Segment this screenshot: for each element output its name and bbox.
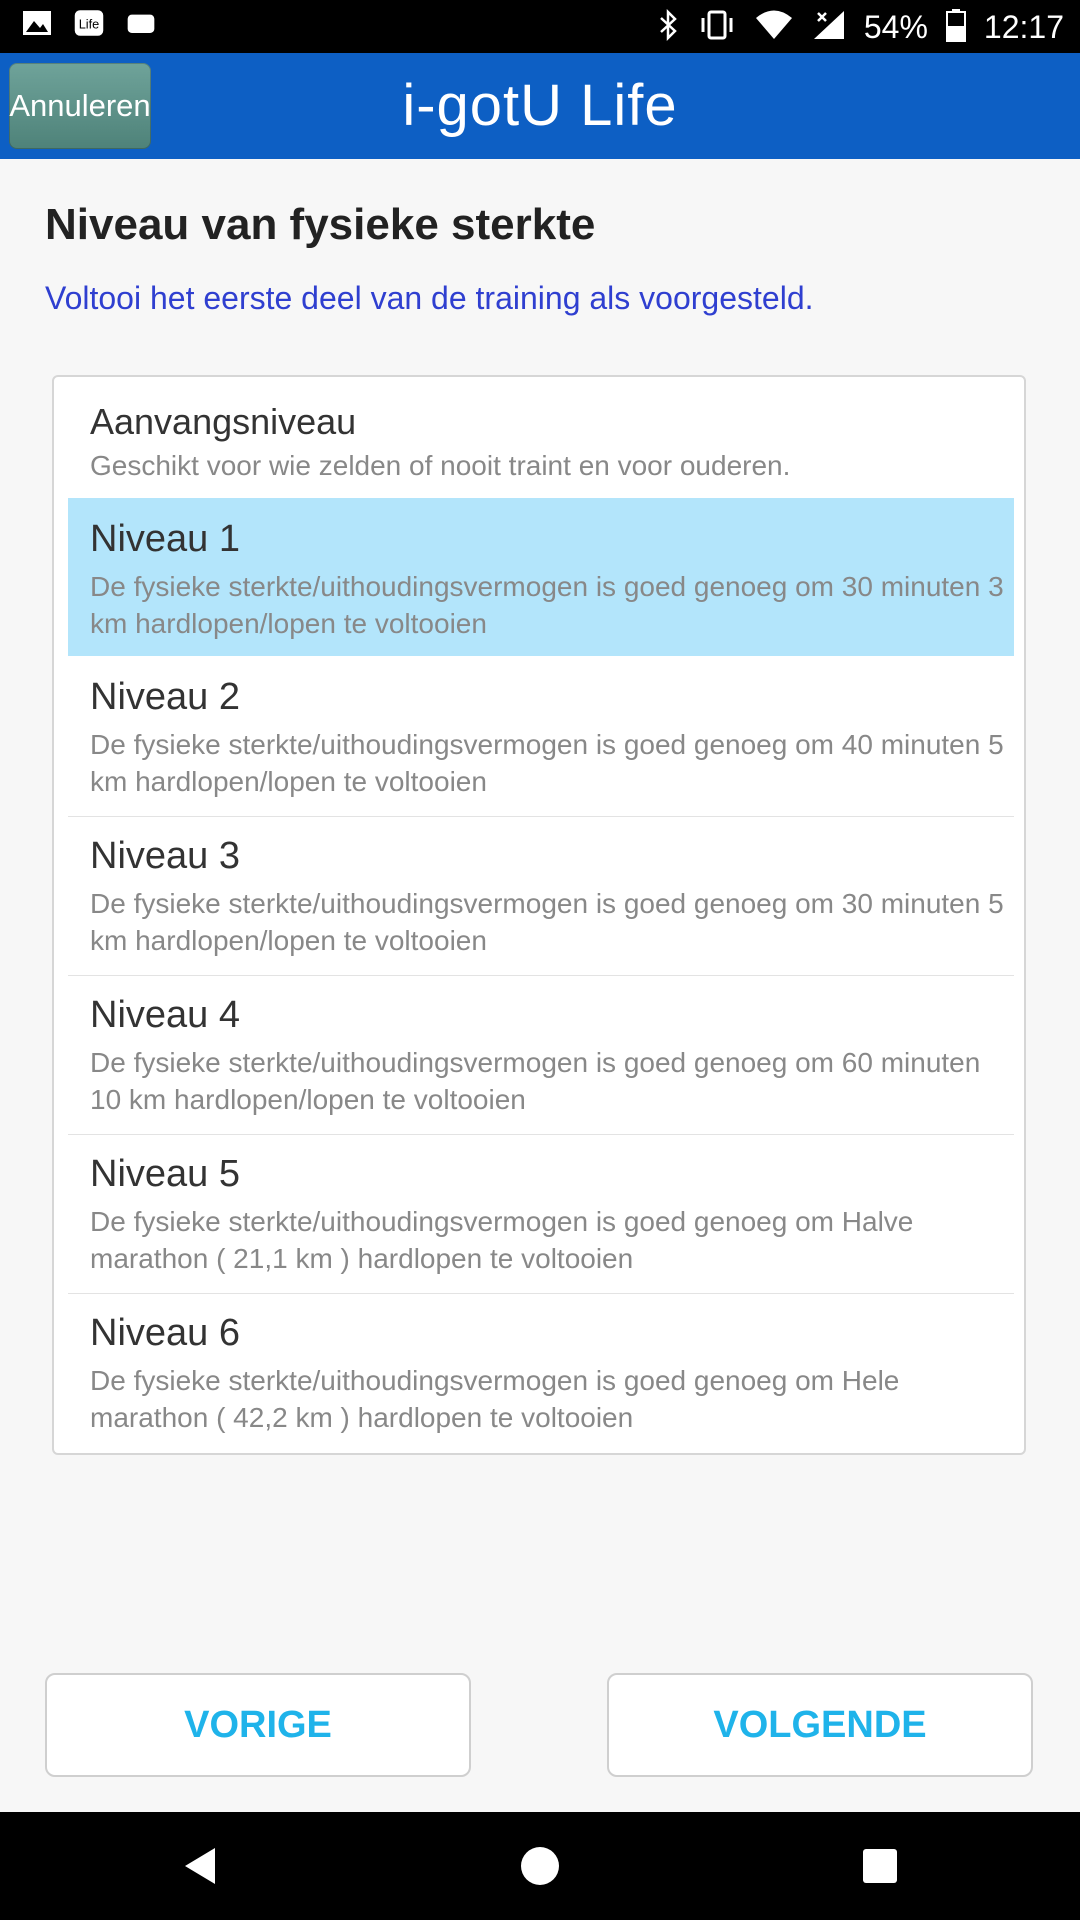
level-name: Niveau 2 <box>90 676 240 718</box>
cancel-button[interactable]: Annuleren <box>9 63 151 149</box>
level-item-2[interactable] <box>68 674 1014 800</box>
app-bar <box>0 53 1080 159</box>
battery-icon <box>946 8 966 47</box>
level-item-1[interactable] <box>68 498 1014 656</box>
level-description: De fysieke sterkte/uithoudingsvermogen is goed genoeg om Halve marathon ( 21,1 km ) hardlopen te voltooien <box>90 1206 914 1274</box>
life-app-icon <box>74 8 104 38</box>
level-name: Niveau 6 <box>90 1312 240 1354</box>
level-item-4[interactable] <box>68 992 1014 1118</box>
next-button[interactable]: VOLGENDE <box>607 1673 1033 1777</box>
bluetooth-icon <box>658 9 680 46</box>
home-icon[interactable] <box>512 1838 568 1894</box>
divider <box>68 975 1014 976</box>
gallery-icon <box>22 8 52 38</box>
page-title: Niveau van fysieke sterkte <box>45 200 596 249</box>
battery-percent: 54% <box>863 9 928 45</box>
level-list <box>52 375 1026 1455</box>
level-name: Niveau 1 <box>90 518 240 560</box>
level-item-6[interactable] <box>68 1310 1014 1436</box>
system-nav-bar <box>0 1812 1080 1920</box>
level-name: Niveau 3 <box>90 835 240 877</box>
divider <box>68 816 1014 817</box>
level-name: Aanvangsniveau <box>90 401 357 442</box>
level-description: De fysieke sterkte/uithoudingsvermogen is goed genoeg om 30 minuten 3 km hardlopen/lopen te voltooien <box>90 571 1004 639</box>
level-item-3[interactable] <box>68 833 1014 959</box>
cloud-icon <box>126 8 156 38</box>
app-title: i-gotU Life <box>402 73 678 138</box>
vibrate-icon <box>698 9 736 46</box>
previous-button[interactable]: VORIGE <box>45 1673 471 1777</box>
svg-text:Life: Life <box>78 16 100 32</box>
system-status <box>658 6 1064 48</box>
instruction-text: Voltooi het eerste deel van de training als voorgesteld. <box>45 280 814 316</box>
level-item-beginner[interactable] <box>68 399 1014 484</box>
wifi-icon <box>754 9 794 46</box>
recents-icon[interactable] <box>852 1838 908 1894</box>
level-description: Geschikt voor wie zelden of nooit traint en voor ouderen. <box>90 450 791 481</box>
divider <box>68 1134 1014 1135</box>
status-bar <box>0 0 1080 53</box>
clock: 12:17 <box>983 9 1064 45</box>
notification-icons <box>22 8 156 38</box>
signal-icon <box>812 9 846 46</box>
divider <box>68 1293 1014 1294</box>
level-description: De fysieke sterkte/uithoudingsvermogen is goed genoeg om 60 minuten 10 km hardlopen/lopen te voltooien <box>90 1047 981 1115</box>
level-name: Niveau 4 <box>90 994 240 1036</box>
back-icon[interactable] <box>175 1838 231 1894</box>
level-description: De fysieke sterkte/uithoudingsvermogen is goed genoeg om 30 minuten 5 km hardlopen/lopen te voltooien <box>90 888 1004 956</box>
level-name: Niveau 5 <box>90 1153 240 1195</box>
level-description: De fysieke sterkte/uithoudingsvermogen is goed genoeg om Hele marathon ( 42,2 km ) hardlopen te voltooien <box>90 1365 900 1433</box>
level-item-5[interactable] <box>68 1151 1014 1277</box>
level-description: De fysieke sterkte/uithoudingsvermogen is goed genoeg om 40 minuten 5 km hardlopen/lopen te voltooien <box>90 729 1004 797</box>
